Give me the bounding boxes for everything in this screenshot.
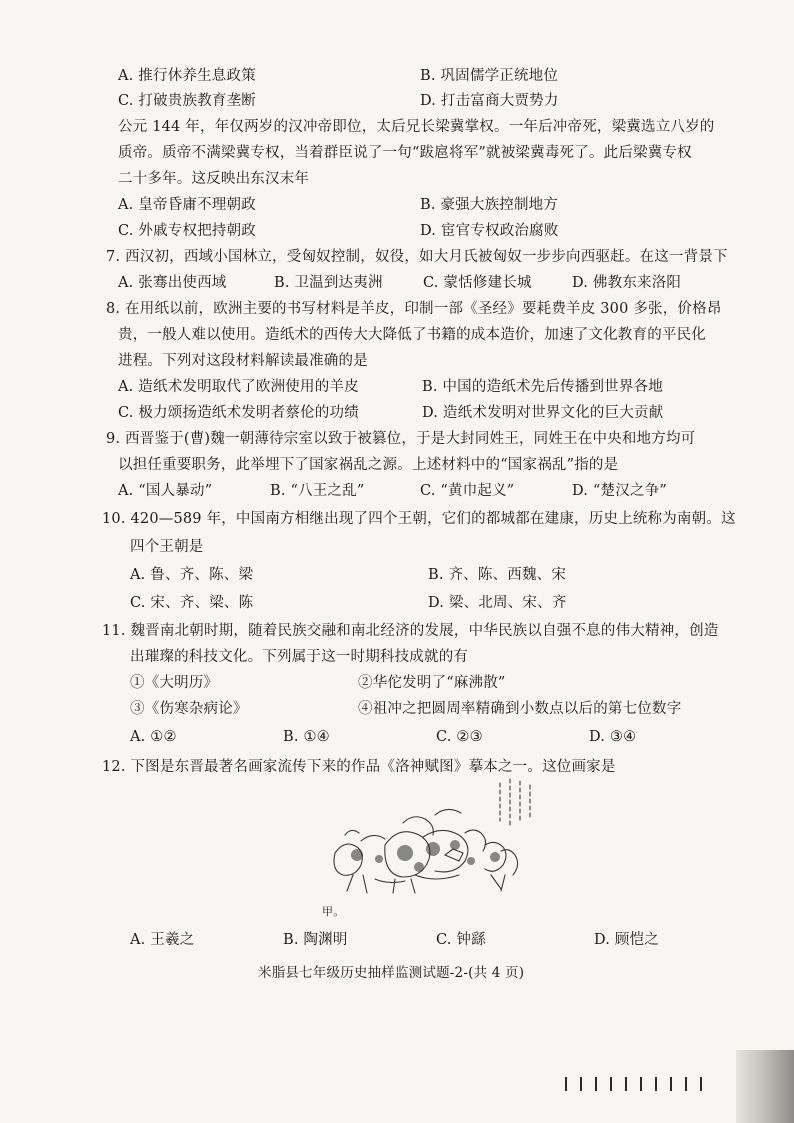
q9-option-b: B. “八王之乱”	[270, 483, 365, 499]
q6-stem-line-1: 公元 144 年，年仅两岁的汉冲帝即位，太后兄长梁冀掌权。一年后冲帝死，梁冀选立八岁的	[118, 119, 715, 135]
q9-stem-line-1: 9. 西晋鉴于(曹)魏一朝薄待宗室以致于被篡位，于是大封同姓王，同姓王在中央和地方均可	[106, 431, 696, 447]
q12-option-a: A. 王羲之	[130, 932, 195, 948]
q10-stem-line-1: 10. 420—589 年，中国南方相继出现了四个王朝，它们的都城都在建康，历史上统称为南朝。这	[102, 511, 736, 527]
q10-option-c: C. 宋、齐、梁、陈	[130, 595, 254, 611]
q12-option-b: B. 陶渊明	[283, 932, 348, 948]
q11-item-1: ①《大明历》	[130, 675, 219, 691]
q8-stem-line-3: 进程。下列对这段材料解读最准确的是	[118, 353, 368, 369]
q6-option-c: C. 外戚专权把持朝政	[118, 223, 256, 239]
q9-stem-line-2: 以担任重要职务，此举埋下了国家祸乱之源。上述材料中的“国家祸乱”指的是	[118, 457, 619, 473]
q10-stem-line-2: 四个王朝是	[130, 539, 204, 555]
q6-option-a: A. 皇帝昏庸不理朝政	[118, 197, 256, 213]
q6-stem-line-2: 质帝。质帝不满梁冀专权，当着群臣说了一句“跋扈将军”就被梁冀毒死了。此后梁冀专权	[118, 145, 692, 161]
q9-option-c: C. “黄巾起义”	[420, 483, 515, 499]
q8-option-a: A. 造纸术发明取代了欧洲使用的羊皮	[118, 379, 359, 395]
page-footer: 米脂县七年级历史抽样监测试题-2-(共 4 页)	[258, 965, 525, 981]
q6-option-b: B. 豪强大族控制地方	[420, 197, 559, 213]
q8-option-d: D. 造纸术发明对世界文化的巨大贡献	[422, 405, 664, 421]
q8-stem-line-1: 8. 在用纸以前，欧洲主要的书写材料是羊皮，印制一部《圣经》要耗费羊皮 300 多张，价格昂	[106, 301, 722, 317]
q12-figure-caption: 甲。	[322, 905, 345, 918]
q11-item-4: ④祖冲之把圆周率精确到小数点以后的第七位数字	[358, 701, 682, 717]
q7-option-a: A. 张骞出使西域	[118, 275, 227, 291]
q10-option-b: B. 齐、陈、西魏、宋	[428, 567, 567, 583]
q12-stem: 12. 下图是东晋最著名画家流传下来的作品《洛神赋图》摹本之一。这位画家是	[102, 759, 616, 775]
q11-item-2: ②华佗发明了“麻沸散”	[358, 675, 506, 691]
q8-option-c: C. 极力颂扬造纸术发明者蔡伦的功绩	[118, 405, 359, 421]
q11-stem-line-2: 出璀璨的科技文化。下列属于这一时期科技成就的有	[130, 649, 469, 665]
q5-option-a: A. 推行休养生息政策	[118, 68, 256, 84]
q12-option-d: D. 顾恺之	[594, 932, 660, 948]
q11-option-a: A. ①②	[130, 729, 177, 745]
q12-option-c: C. 钟繇	[436, 932, 486, 948]
luoshen-painting-image	[315, 775, 555, 925]
q11-stem-line-1: 11. 魏晋南北朝时期，随着民族交融和南北经济的发展，中华民族以自强不息的伟大精神，创造	[102, 623, 719, 639]
q7-option-d: D. 佛教东来洛阳	[572, 275, 682, 291]
q11-option-c: C. ②③	[436, 729, 483, 745]
q9-option-d: D. “楚汉之争”	[572, 483, 667, 499]
q11-option-b: B. ①④	[283, 729, 330, 745]
q10-option-d: D. 梁、北周、宋、齐	[428, 595, 567, 611]
binding-tick-marks	[565, 1076, 725, 1092]
q5-option-b: B. 巩固儒学正统地位	[420, 68, 559, 84]
scan-edge-shadow	[736, 1050, 794, 1123]
q7-option-c: C. 蒙恬修建长城	[423, 275, 532, 291]
q5-option-d: D. 打击富商大贾势力	[420, 93, 559, 109]
q6-option-d: D. 宦官专权政治腐败	[420, 223, 559, 239]
q6-stem-line-3: 二十多年。这反映出东汉末年	[118, 171, 310, 187]
q10-option-a: A. 鲁、齐、陈、梁	[130, 567, 254, 583]
q7-option-b: B. 卫温到达夷洲	[274, 275, 383, 291]
q11-option-d: D. ③④	[589, 729, 637, 745]
q8-stem-line-2: 贵，一般人难以使用。造纸术的西传大大降低了书籍的成本造价，加速了文化教育的平民化	[118, 327, 706, 343]
q7-stem: 7. 西汉初，西域小国林立，受匈奴控制，奴役，如大月氏被匈奴一步步向西驱赶。在这一背景下	[106, 249, 728, 265]
q5-option-c: C. 打破贵族教育垄断	[118, 93, 256, 109]
q9-option-a: A. “国人暴动”	[118, 483, 213, 499]
q11-item-3: ③《伤寒杂病论》	[130, 701, 248, 717]
q8-option-b: B. 中国的造纸术先后传播到世界各地	[422, 379, 663, 395]
